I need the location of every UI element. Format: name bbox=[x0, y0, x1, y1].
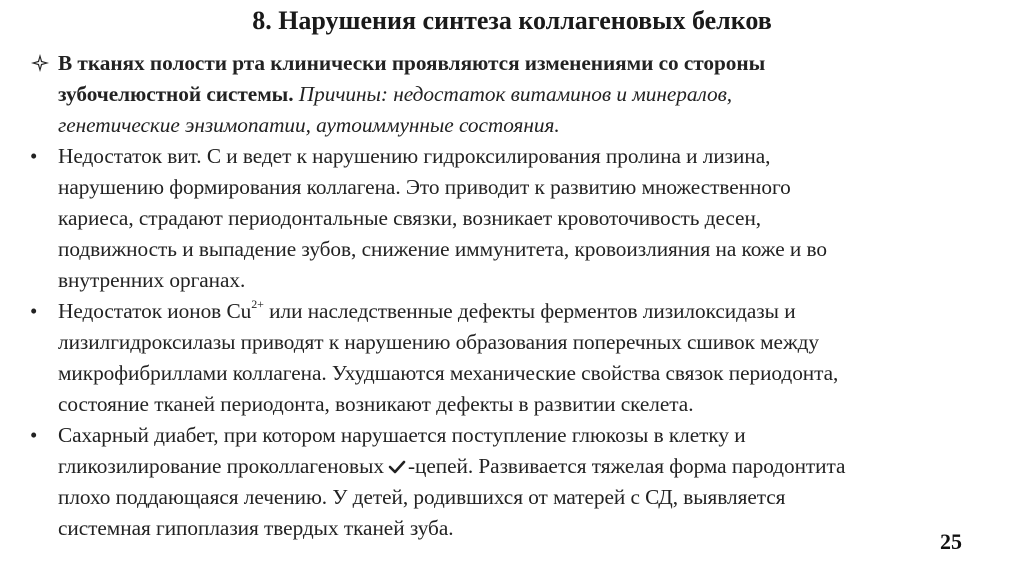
bullet-3-line-1: Сахарный диабет, при котором нарушается поступление глюкозы в клетку и bbox=[58, 423, 746, 447]
bullet-2-line-3: микрофибриллами коллагена. Ухудшаются механические свойства связок периодонта, bbox=[58, 361, 839, 385]
bullet-2-line-2: лизилгидроксилазы приводят к нарушению образования поперечных сшивок между bbox=[58, 330, 820, 354]
intro-line-2 bbox=[58, 79, 765, 110]
bullet-1-line-1: Недостаток вит. С и ведет к нарушению гидроксилирования пролина и лизина, bbox=[58, 144, 771, 168]
bullet-1-line-3: кариеса, страдают периодонтальные связки, возникает кровоточивость десен, bbox=[58, 206, 762, 230]
intro-line-1: В тканях полости рта клинически проявляются изменениями со стороны bbox=[58, 51, 766, 75]
bullet-3-line-3: плохо поддающаяся лечению. У детей, родившихся от матерей с СД, выявляется bbox=[58, 485, 786, 509]
bullet-marker: • bbox=[30, 144, 38, 168]
bullet-1-line-5: внутренних органах. bbox=[58, 268, 246, 292]
bullet-3-line-2 bbox=[58, 451, 845, 482]
checkmark-icon bbox=[388, 459, 406, 475]
bullet-1-line-2: нарушению формирования коллагена. Это приводит к развитию множественного bbox=[58, 175, 791, 199]
intro-line-3: генетические энзимопатии, аутоиммунные состояния. bbox=[58, 113, 560, 137]
bullet-marker: • bbox=[30, 299, 38, 323]
bullet-3-line-4: системная гипоплазия твердых тканей зуба. bbox=[58, 516, 454, 540]
bullet-2-text-pre: Недостаток ионов Cu bbox=[58, 299, 252, 323]
bullet-2-text-post: или наследственные дефекты ферментов лизилоксидазы и bbox=[263, 299, 796, 323]
bullet-3-text-post: -цепей. Развивается тяжелая форма пародонтита bbox=[407, 454, 846, 478]
bullet-2-line-4: состояние тканей периодонта, возникают дефекты в развитии скелета. bbox=[58, 392, 694, 416]
copper-charge-superscript: 2+ bbox=[251, 296, 264, 311]
intro-bold-text: зубочелюстной системы. bbox=[58, 82, 294, 106]
bullet-3-text-pre: гликозилирование проколлагеновых bbox=[58, 454, 384, 478]
page-number: 25 bbox=[940, 529, 962, 554]
bullet-marker: • bbox=[30, 423, 38, 447]
intro-italic-text: Причины: недостаток витаминов и минералов, bbox=[298, 82, 733, 106]
bullet-2-line-1 bbox=[58, 296, 838, 327]
slide-title: 8. Нарушения синтеза коллагеновых белков bbox=[252, 6, 772, 35]
bullet-1-line-4: подвижность и выпадение зубов, снижение иммунитета, кровоизлияния на коже и во bbox=[58, 237, 827, 261]
diamond-bullet-icon bbox=[30, 48, 50, 79]
